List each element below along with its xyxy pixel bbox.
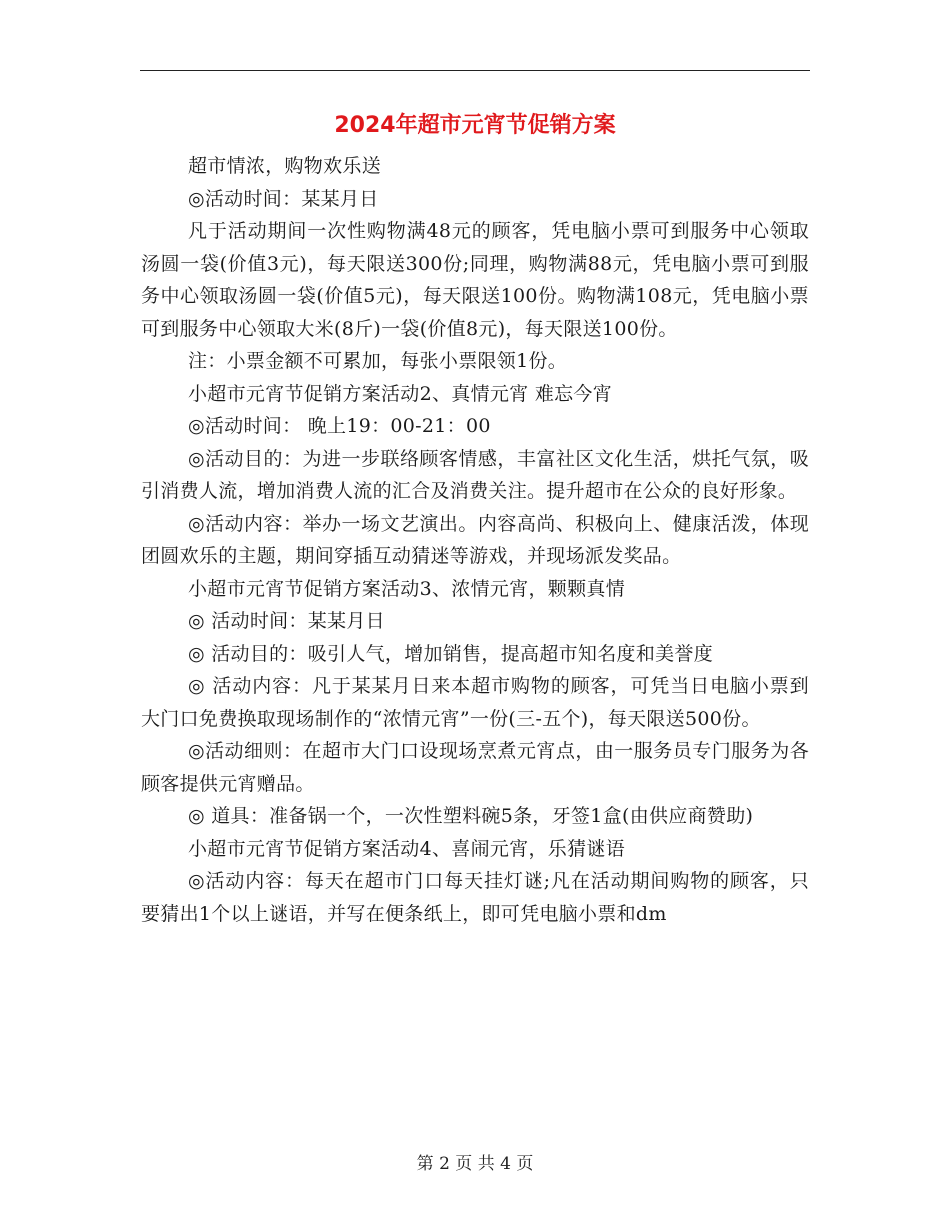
document-title: 2024年超市元宵节促销方案 bbox=[334, 113, 616, 138]
paragraph: ◎活动内容：举办一场文艺演出。内容高尚、积极向上、健康活泼，体现团圆欢乐的主题，期间穿插互动猜迷等游戏，并现场派发奖品。 bbox=[141, 512, 809, 567]
paragraph: 注：小票金额不可累加，每张小票限领1份。 bbox=[188, 350, 568, 372]
paragraph: 小超市元宵节促销方案活动2、真情元宵 难忘今宵 bbox=[188, 382, 613, 405]
page-footer bbox=[0, 1152, 950, 1176]
paragraph: ◎ 活动时间：某某月日 bbox=[188, 610, 385, 632]
header-rule bbox=[140, 70, 810, 71]
paragraph: ◎ 道具：准备锅一个，一次性塑料碗5条，牙签1盒(由供应商赞助) bbox=[188, 805, 754, 827]
paragraph: ◎ 活动内容：凡于某某月日来本超市购物的顾客，可凭当日电脑小票到大门口免费换取现场制作的“浓情元宵”一份(三-五个)，每天限送500份。 bbox=[141, 675, 809, 730]
page-number: 第 2 页 共 4 页 bbox=[416, 1154, 534, 1174]
paragraph: 超市情浓，购物欢乐送 bbox=[188, 155, 382, 177]
document-body bbox=[141, 150, 809, 930]
paragraph: ◎ 活动目的：吸引人气，增加销售，提高超市知名度和美誉度 bbox=[188, 642, 714, 665]
paragraph: 凡于活动期间一次性购物满48元的顾客，凭电脑小票可到服务中心领取汤圆一袋(价值3元)，每天限送300份;同理，购物满88元，凭电脑小票可到服务中心领取汤圆一袋(价值5元)，每天限送100份。购物满108元，凭电脑小票可到服务中心领取大米(8斤)一袋(价值8元)，每天限送100份。 bbox=[141, 220, 809, 340]
paragraph: 小超市元宵节促销方案活动4、喜闹元宵，乐猜谜语 bbox=[188, 837, 625, 860]
paragraph: ◎活动细则：在超市大门口设现场烹煮元宵点，由一服务员专门服务为各顾客提供元宵赠品。 bbox=[141, 740, 809, 795]
paragraph: 小超市元宵节促销方案活动3、浓情元宵，颗颗真情 bbox=[188, 577, 625, 600]
paragraph: ◎活动内容：每天在超市门口每天挂灯谜;凡在活动期间购物的顾客，只要猜出1个以上谜语，并写在便条纸上，即可凭电脑小票和dm bbox=[141, 870, 809, 925]
paragraph: ◎活动时间： 晚上19：00-21：00 bbox=[188, 415, 491, 437]
paragraph: ◎活动目的：为进一步联络顾客情感，丰富社区文化生活，烘托气氛，吸引消费人流，增加消费人流的汇合及消费关注。提升超市在公众的良好形象。 bbox=[141, 447, 809, 502]
paragraph: ◎活动时间：某某月日 bbox=[188, 187, 379, 210]
